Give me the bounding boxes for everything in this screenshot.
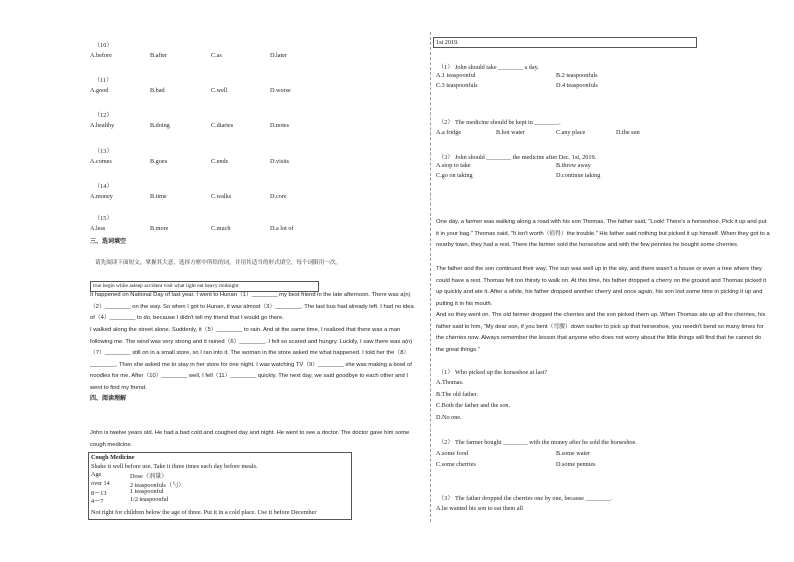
answer-option: C.3 teaspoonfuls [436, 82, 478, 89]
answer-option: A.stop to take [436, 162, 471, 169]
answer-option: A.healthy [90, 122, 115, 129]
farmer-paragraph-3: And so they went on. The old farmer dropped the cherries and the son picked them up. When Thomas ate up all the cherries, his father said to him, "My dear son, if you bent（弯腰）down earlier to pick up that horseshoe, you needn't bend so many times for the cherries now. Always remember the lesson that anyone who does not worry about the little things will find that he cannot do the great things." [436, 312, 766, 353]
answer-option: D.core [270, 193, 287, 200]
answer-option: D.notes [270, 122, 290, 129]
question-stem: （2） The medicine should be kept in ________. [438, 119, 561, 126]
answer-option: A.money [90, 193, 113, 200]
answer-option: A.comes [90, 158, 112, 165]
dose-cell: 2 teaspoonfuls（勺） [130, 482, 185, 489]
question-number: （14） [94, 183, 113, 190]
word-bank: true begin while asleep accident visit what light eat heavy midnight [93, 283, 239, 289]
question-stem: （2） The farmer bought ________ with the money after he sold the horseshoe. [438, 439, 637, 446]
age-cell: over 14 [91, 480, 110, 487]
question-stem: （1） John should take ________ a day. [438, 64, 539, 71]
answer-option: C.walks [211, 193, 232, 200]
answer-option: D.a lot of [270, 225, 294, 232]
page-divider [430, 32, 431, 522]
section-4-title: 四、阅读理解 [90, 395, 127, 402]
answer-option: B.more [150, 225, 169, 232]
answer-option: B.time [150, 193, 167, 200]
answer-option: B.hot water [496, 129, 525, 136]
question-number: （15） [94, 215, 113, 222]
medicine-title: Cough Medicine [91, 454, 135, 461]
answer-option: C.Both the father and the son. [436, 402, 511, 409]
answer-option: D.the sun [616, 129, 640, 136]
answer-option: D.worse [270, 87, 291, 94]
farmer-paragraph-2: The father and the son continued their way. The sun was well up in the sky, and there wasn't a house or even a tree where they could have a rest. Thomas felt too thirsty to walk on. At this time, his father dropped a cherry on the ground and Thomas picked it up quickly and ate it. After a while, his father dropped another cherry and once again, his son lost some time in picking it up and putting it in his mouth. [436, 266, 767, 307]
answer-option: D.visits [270, 158, 290, 165]
answer-option: A.1 teaspoonful [436, 72, 476, 79]
answer-option: A.he wanted his son to eat them all [436, 505, 523, 512]
answer-option: A.good [90, 87, 109, 94]
answer-option: D.some pennies [556, 461, 596, 468]
answer-option: C.any place [556, 129, 586, 136]
answer-option: C.some cherries [436, 461, 476, 468]
answer-option: A.less [90, 225, 106, 232]
answer-option: B.doing [150, 122, 170, 129]
continued-box [433, 37, 697, 48]
dose-cell: 1 teaspoonful [130, 488, 164, 495]
dose-cell: 1/2 teaspoonful [130, 496, 169, 503]
answer-option: C.ends [211, 158, 229, 165]
answer-option: C.as [211, 52, 222, 59]
question-stem: （3） The father dropped the cherries one by one, because ________. [438, 495, 612, 502]
continued-date: 1st 2019. [436, 39, 459, 46]
answer-option: A.some food [436, 450, 468, 457]
column-age: Age [91, 471, 102, 478]
section-3-title: 三、选词填空 [90, 238, 127, 245]
medicine-label-box [88, 452, 352, 520]
farmer-paragraph-1: One day, a farmer was walking along a road with his son Thomas. The father said, "Look! There's a horseshoe. Pick it up and put it in your bag." Thomas said, "It isn't worth（值得）the trouble." His father said nothing but picked it up himself. When they got to a nearby town, they had a rest. There the farmer sold the horseshoe and with the few pennies he bought some cherries. [436, 219, 770, 248]
column-dose: Dose（剂量） [130, 473, 168, 480]
answer-option: B.some water [556, 450, 591, 457]
answer-option: D.continue taking [556, 172, 601, 179]
answer-option: A.a fridge [436, 129, 462, 136]
answer-option: B.bad [150, 87, 165, 94]
answer-option: B.throw away [556, 162, 591, 169]
question-number: （13） [94, 148, 113, 155]
answer-option: B.2 teaspoonfuls [556, 72, 598, 79]
question-number: （10） [94, 42, 113, 49]
reading-passage-john: John is twelve years old. He had a bad cold and coughed day and night. He went to see a doctor. The doctor gave him some cough medicine. [90, 430, 410, 448]
answer-option: C.go on taking [436, 172, 473, 179]
cloze-paragraph-1: It happened on National Day of last year. I went to Hunan（1）________ my best friend in the late afternoon. There was a(n)（2）________ on the way. So when I got to Hunan, it was almost（3）________. The last bus had already left. I had no idea of（4）________ to do, because I didn't tell my friend that I would go there. [90, 292, 414, 321]
medicine-instructions: Shake it well before use. Take it three times each day before meals. [91, 463, 258, 470]
answer-option: B.goes [150, 158, 168, 165]
section-3-instruction: 请先阅读下面短文，掌握其大意，选择方框中所给的词，并用其适当的形式填空，每个词限用一次。 [95, 260, 342, 266]
age-cell: 8～13 [91, 490, 107, 497]
medicine-note: Not right for children below the age of three. Put it in a cold place. Use it before December [91, 509, 317, 516]
answer-option: B.after [150, 52, 168, 59]
answer-option: A.before [90, 52, 112, 59]
answer-option: C.much [211, 225, 231, 232]
question-stem: （1） Who picked up the horseshoe at last? [438, 369, 548, 376]
answer-option: C.well [211, 87, 228, 94]
age-cell: 4～7 [91, 498, 104, 505]
question-stem: （3） John should ________ the medicine after Dec. 1st, 2019. [438, 154, 597, 161]
question-number: （12） [94, 112, 113, 119]
answer-option: D.No one. [436, 413, 462, 421]
answer-option: D.4 teaspoonfuls [556, 82, 598, 89]
answer-option: D.later [270, 52, 288, 59]
cloze-paragraph-2: I walked along the street alone. Suddenly, it（5）________ to rain. And at the same time, I realized that there was a man following me. The wind was very strong and it rained（6）________. I felt so scared and hungry. Luckily, I saw there was a(n)（7）________ still on in a small store, so I ran into it. The woman in the store asked me what happened. I told her the（8）________. Then she asked me to stay in her store for one night. I was watching TV（9）________ she was making a bowl of noodles for me. After（10）________ well, I fell（11）________ quickly. The next day, we said goodbye to each other and I went to find my friend. [90, 327, 413, 391]
question-number: （11） [94, 77, 113, 84]
answer-option: B.The old father. [436, 390, 478, 398]
answer-option: A.Thomas. [436, 379, 464, 386]
answer-option: C.diaries [211, 122, 234, 129]
